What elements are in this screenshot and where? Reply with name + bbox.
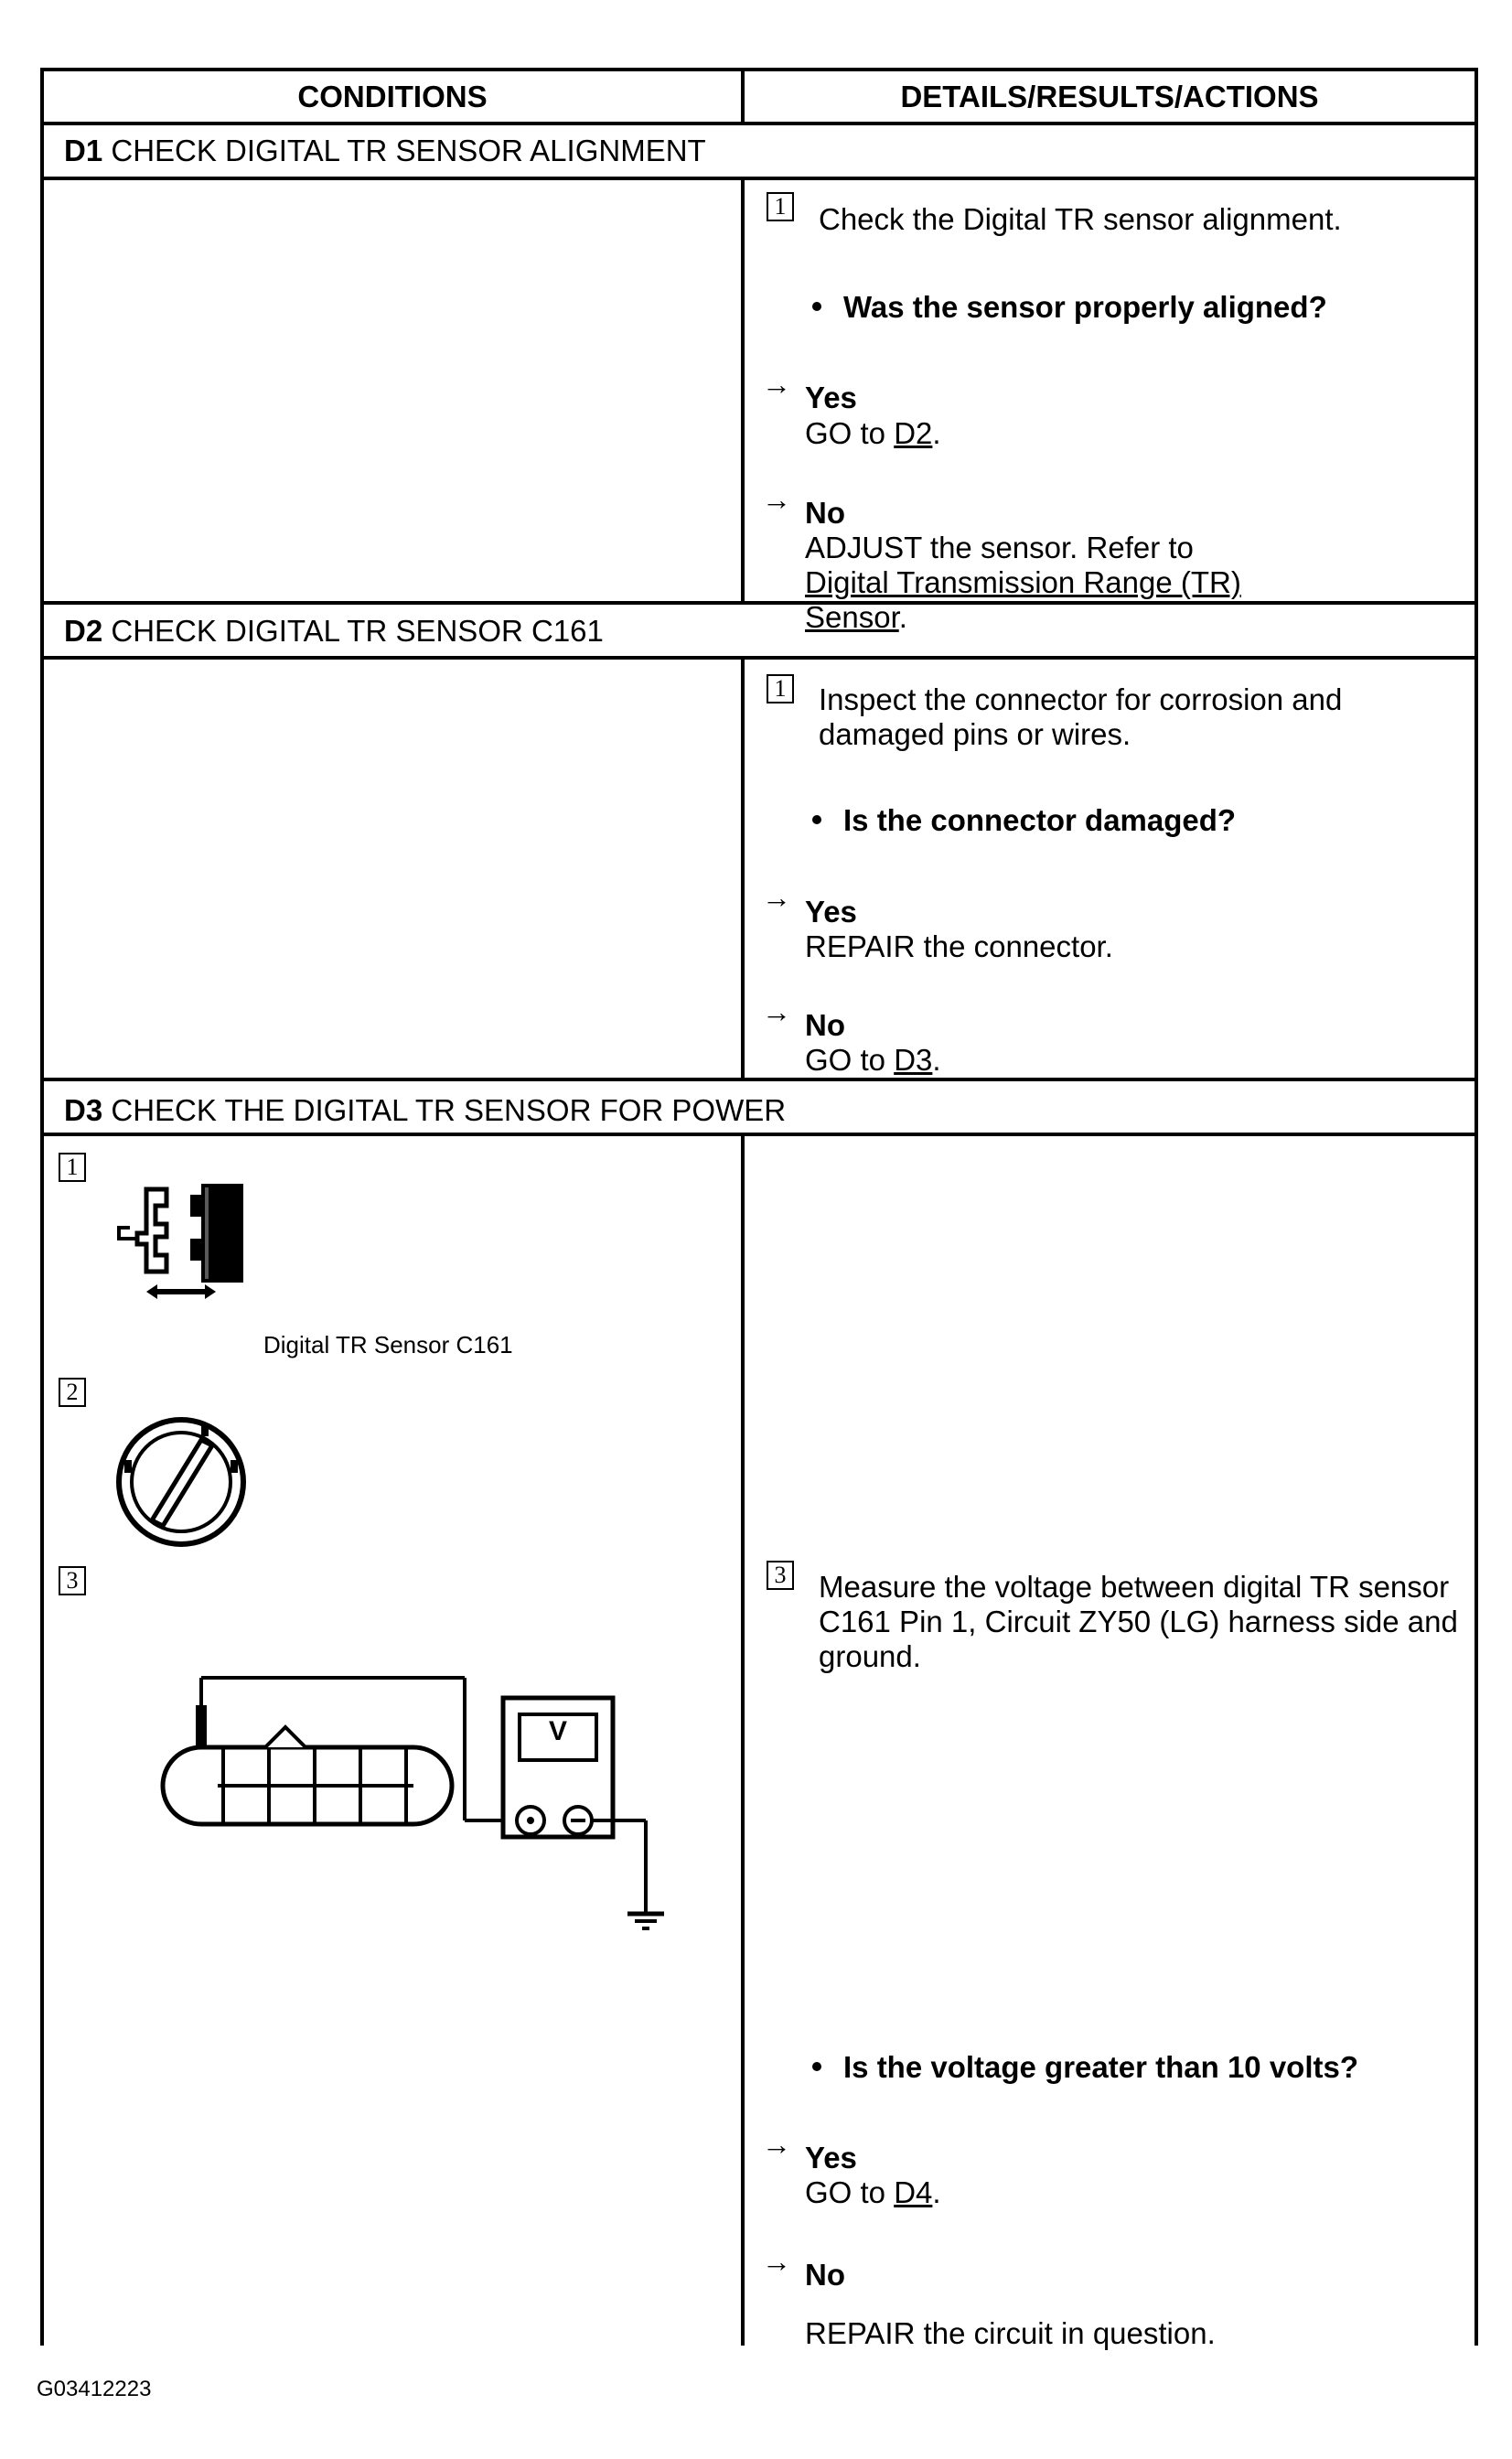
- d1-yes-action: [805, 416, 941, 451]
- d2-title: [64, 613, 604, 650]
- connector-disconnect-icon: [110, 1180, 256, 1317]
- d3-yes-label: Yes: [805, 2141, 857, 2174]
- d2-question-text: Is the connector damaged?: [843, 803, 1237, 837]
- d2-yes-label: Yes: [805, 895, 857, 929]
- arrow-icon: →: [762, 881, 791, 914]
- d2-no-link[interactable]: D3: [894, 1043, 933, 1077]
- d3-question: [812, 2049, 1358, 2086]
- d3-no-text: REPAIR the circuit in question.: [805, 2316, 1216, 2350]
- d2-step-number: 1: [767, 674, 794, 703]
- d3-yes-link[interactable]: D4: [894, 2175, 933, 2209]
- meter-display-label: V: [548, 1716, 567, 1746]
- d2-no-action: [805, 1043, 941, 1078]
- d3-title: [64, 1092, 786, 1129]
- d1-no-link[interactable]: Digital Transmission Range (TR) Sensor: [805, 565, 1241, 634]
- arrow-icon: →: [762, 2245, 791, 2278]
- d3-step3-detail-number: 3: [767, 1561, 794, 1590]
- d1-title-text: CHECK DIGITAL TR SENSOR ALIGNMENT: [111, 134, 706, 167]
- figure-code: G03412223: [37, 2377, 152, 2401]
- d1-yes-text: GO to: [805, 416, 895, 450]
- arrow-icon: →: [762, 2128, 791, 2161]
- d3-step1-caption: Digital TR Sensor C161: [263, 1331, 513, 1358]
- d1-no-action: [805, 531, 1262, 635]
- d2-title-text: CHECK DIGITAL TR SENSOR C161: [111, 614, 604, 648]
- d1-yes-label: Yes: [805, 381, 857, 414]
- d3-title-text: CHECK THE DIGITAL TR SENSOR FOR POWER: [111, 1093, 787, 1127]
- d1-question: [812, 289, 1327, 326]
- d2-yes-text: REPAIR the connector.: [805, 929, 1113, 963]
- table-left-border: [40, 68, 44, 2346]
- d3-step2-number: 2: [59, 1378, 86, 1407]
- column-divider-d3: [741, 1133, 745, 2346]
- d2-no-end: .: [932, 1043, 941, 1077]
- header-conditions: CONDITIONS: [297, 80, 488, 113]
- d3-step1-number: 1: [59, 1153, 86, 1182]
- ignition-key-icon: [110, 1409, 256, 1555]
- d1-step-text: Check the Digital TR sensor alignment.: [819, 202, 1342, 236]
- d1-no-end: .: [898, 600, 907, 634]
- d2-no-text: GO to: [805, 1043, 895, 1077]
- d2-bottom-border: [40, 1078, 1478, 1081]
- column-divider-d2: [741, 656, 745, 1081]
- d1-no-label: No: [805, 496, 845, 530]
- column-divider-d1: [741, 177, 745, 605]
- arrow-icon: →: [762, 368, 791, 401]
- d2-step-text: Inspect the connector for corrosion and damaged pins or wires.: [819, 682, 1343, 751]
- d2-id: D2: [64, 614, 103, 648]
- d2-no-label: No: [805, 1008, 845, 1042]
- d2-question: [812, 802, 1236, 839]
- d3-no-label: No: [805, 2258, 845, 2292]
- d3-yes-end: .: [932, 2175, 941, 2209]
- d3-yes-text: GO to: [805, 2175, 895, 2209]
- bullet-icon: [812, 2062, 821, 2071]
- d1-id: D1: [64, 134, 103, 167]
- d3-step3-text: Measure the voltage between digital TR sensor C161 Pin 1, Circuit ZY50 (LG) harness side and ground.: [819, 1570, 1458, 1673]
- d3-title-bottom-border: [40, 1133, 1478, 1136]
- d1-yes-end: .: [932, 416, 941, 450]
- d3-question-text: Is the voltage greater than 10 volts?: [843, 2050, 1358, 2084]
- d2-title-bottom-border: [40, 656, 1478, 660]
- d1-bottom-border: [40, 601, 1478, 605]
- d3-id: D3: [64, 1093, 103, 1127]
- d3-yes-action: [805, 2175, 941, 2210]
- table-top-border: [40, 68, 1478, 71]
- header-bottom-border: [40, 122, 1478, 125]
- d1-title-bottom-border: [40, 177, 1478, 180]
- bullet-icon: [812, 302, 821, 311]
- d1-no-text: ADJUST the sensor. Refer to: [805, 531, 1194, 564]
- bullet-icon: [812, 815, 821, 824]
- voltage-measurement-diagram: [146, 1674, 686, 1949]
- d1-step-number: 1: [767, 192, 794, 221]
- arrow-icon: →: [762, 995, 791, 1028]
- d1-yes-link[interactable]: D2: [894, 416, 933, 450]
- d3-step3-number: 3: [59, 1566, 86, 1595]
- table-right-border: [1474, 68, 1478, 2346]
- d1-title: [64, 133, 706, 169]
- arrow-icon: →: [762, 483, 791, 516]
- d1-question-text: Was the sensor properly aligned?: [843, 290, 1327, 324]
- header-details: DETAILS/RESULTS/ACTIONS: [900, 80, 1319, 113]
